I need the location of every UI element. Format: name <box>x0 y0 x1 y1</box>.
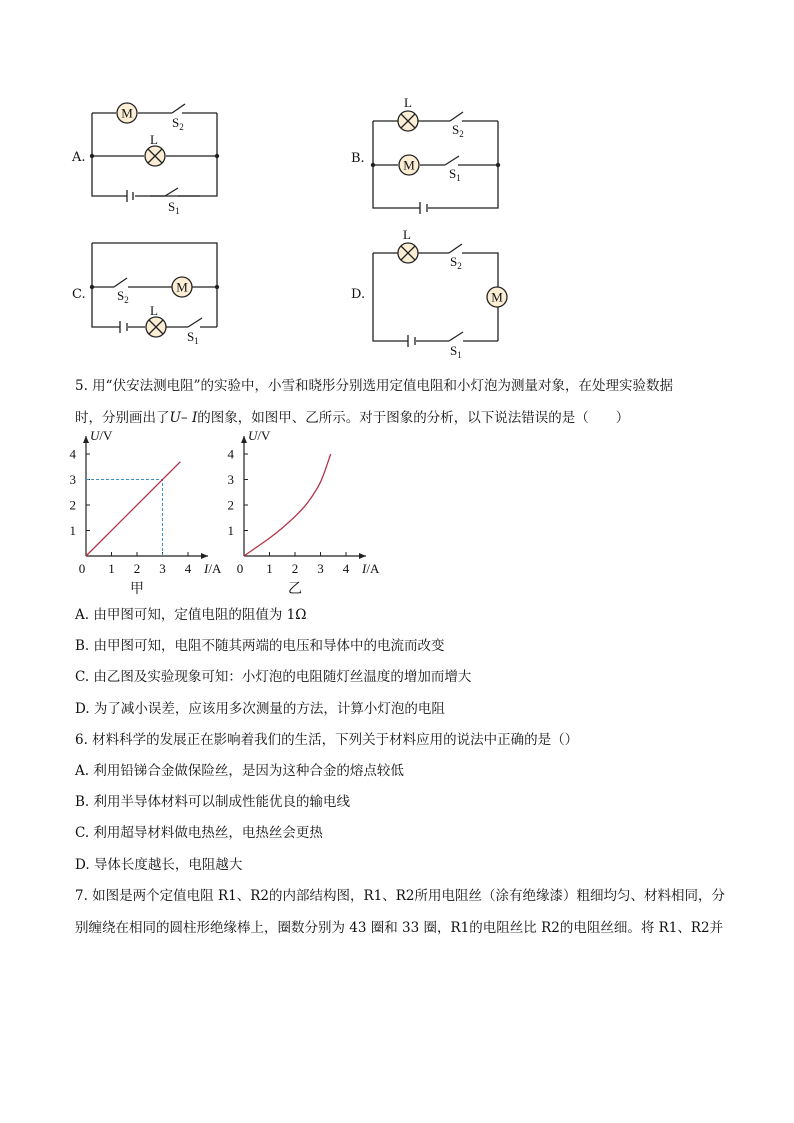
chart-yi <box>228 428 380 597</box>
lamp-label-d: L <box>403 227 411 242</box>
switch-label-b-mid: $S_1$ <box>449 166 461 183</box>
lamp-label-a: L <box>150 132 158 147</box>
q5-option-c: C. 由乙图及实验现象可知：小灯泡的电阻随灯丝温度的增加而增大 <box>75 669 472 685</box>
circuit-option-a-label: A. <box>72 150 86 165</box>
motor-label-b: M <box>403 157 415 173</box>
y-tick-label: 4 <box>227 446 234 462</box>
circuit-option-c-label: C. <box>72 287 86 302</box>
x-tick-label: 0 <box>78 561 86 576</box>
q6-option-c: C. 利用超导材料做电热丝，电热丝会更热 <box>75 825 323 841</box>
q6-option-b: B. 利用半导体材料可以制成性能优良的输电线 <box>75 794 351 810</box>
x-axis-label: I/A <box>204 561 222 576</box>
lamp-label-c: L <box>150 303 158 318</box>
motor-label-a: M <box>121 105 133 121</box>
x-tick-label: 3 <box>159 561 166 576</box>
y-axis-label: U/V <box>90 428 113 443</box>
uv-charts <box>60 425 390 600</box>
y-axis-arrow-icon <box>83 436 89 443</box>
q6-stem: 6. 材料科学的发展正在影响着我们的生活，下列关于材料应用的说法中正确的是（） <box>75 732 579 748</box>
circuit-d <box>373 243 507 347</box>
q5-option-a: A. 由甲图可知，定值电阻的阻值为 1Ω <box>75 607 307 623</box>
q7-stem-line2: 别缠绕在相同的圆柱形绝缘棒上，圈数分别为 43 圈和 33 圈，R1的电阻丝比 R2的电阻丝细。将 R1、R2并 <box>75 920 724 936</box>
chart-caption: 乙 <box>288 582 302 597</box>
switch-label-a-top: $S_2$ <box>172 115 184 132</box>
circuit-b <box>373 111 498 214</box>
lamp-label-b: L <box>404 95 412 110</box>
switch-label-b-top: $S_2$ <box>452 122 464 139</box>
y-tick-label: 3 <box>227 472 234 487</box>
x-tick-label: 1 <box>266 561 273 576</box>
x-tick-label: 2 <box>291 561 299 576</box>
circuit-option-b-label: B. <box>351 151 365 166</box>
circuit-option-d-label: D. <box>351 287 366 302</box>
x-tick-label: 4 <box>342 561 350 576</box>
y-tick-label: 3 <box>69 472 76 487</box>
x-tick-label: 1 <box>108 561 115 576</box>
y-tick-label: 1 <box>69 523 76 538</box>
switch-label-c-top: $S_2$ <box>117 288 129 305</box>
switch-label-a-bottom: $S_1$ <box>168 199 180 216</box>
x-tick-label: 2 <box>133 561 141 576</box>
y-axis-arrow-icon <box>241 436 247 443</box>
y-tick-label: 4 <box>69 446 76 462</box>
y-tick-label: 2 <box>69 497 76 513</box>
q6-option-a: A. 利用铅锑合金做保险丝，是因为这种合金的熔点较低 <box>75 763 404 779</box>
motor-label-d: M <box>491 289 503 305</box>
series-line <box>244 454 331 556</box>
switch-label-c-bottom: $S_1$ <box>187 329 199 346</box>
chart-caption: 甲 <box>130 582 144 597</box>
series-line <box>86 462 180 556</box>
q6-option-d: D. 导体长度越长，电阻越大 <box>75 857 243 873</box>
circuit-c <box>92 243 217 337</box>
x-tick-label: 0 <box>236 561 244 576</box>
x-axis-arrow-icon <box>201 553 208 559</box>
q5-stem-line1: 5. 用“伏安法测电阻”的实验中，小雪和晓彤分别选用定值电阻和小灯泡为测量对象，在处理实验数据 <box>75 378 673 394</box>
q5-option-d: D. 为了减小误差，应该用多次测量的方法，计算小灯泡的电阻 <box>75 701 445 717</box>
y-axis-label: U/V <box>248 428 271 443</box>
motor-label-c: M <box>176 279 188 295</box>
q5-stem-line2: 时，分别画出了U– I的图象，如图甲、乙所示。对于图象的分析，以下说法错误的是（ ） <box>75 410 630 426</box>
circuit-a <box>92 103 217 202</box>
chart-jia <box>70 428 222 597</box>
switch-label-d-bottom: $S_1$ <box>450 343 462 360</box>
x-axis-arrow-icon <box>359 553 366 559</box>
switch-label-d-top: $S_2$ <box>450 254 462 271</box>
circuit-diagrams <box>0 0 794 370</box>
y-tick-label: 2 <box>227 497 234 513</box>
q7-stem-line1: 7. 如图是两个定值电阻 R1、R2的内部结构图，R1、R2所用电阻丝（涂有绝缘漆）粗细均匀、材料相同，分 <box>75 888 725 904</box>
q5-option-b: B. 由甲图可知，电阻不随其两端的电压和导体中的电流而改变 <box>75 638 445 654</box>
y-tick-label: 1 <box>227 523 234 538</box>
x-tick-label: 3 <box>317 561 324 576</box>
x-tick-label: 4 <box>184 561 192 576</box>
x-axis-label: I/A <box>362 561 380 576</box>
